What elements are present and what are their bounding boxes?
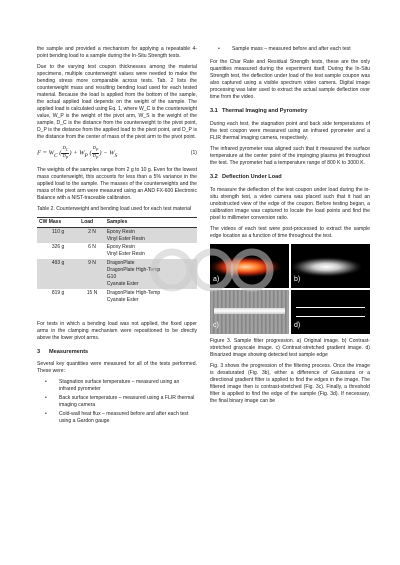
- counterweight-table: [37, 217, 197, 305]
- list-item: • Back surface temperature – measured using a FLIR thermal imaging camera: [45, 395, 195, 409]
- right-column: [210, 46, 370, 409]
- table-header: CW Mass: [37, 217, 79, 227]
- paragraph: The weights of the samples range from 2 g to 10 g. Even for the lowest mass counterweight, this accounts for less than a 5% variance in the applied load to the sample. The masses of the counterweights and the mass of the pivot arm were measured using an AND FX-600 Electronic Balance with a NIST-traceable calibration.: [37, 166, 197, 201]
- paragraph: Several key quantities were measured for all of the tests performed. These were:: [37, 361, 197, 375]
- paragraph: Due to the varying test coupon thicknesses among the material specimens, multiple counterweight values were needed to make the bending stress more comparable across tests. Tab. 2 lists the counterweight mass and resulting bending load used for each tested material. Because the load is applied from the bottom of the sample, the actual applied load depends on the weight of the sample. The applied load is calculated using Eq. 1, where W_C is the counterweight value, W_P is the weight of the pivot arm, W_S is the weight of the sample, D_C is the distance from the counterweight to the pivot point, D_P is the distance from the applied load to the pivot point, and D_P is the distance from the center of mass of the pivot arm to the pivot point.: [37, 64, 197, 141]
- table-row: 110 g 2 N Epoxy Resin Vinyl Ester Resin: [37, 227, 197, 243]
- paragraph: The infrared pyrometer was aligned such that it measured the surface temperature at the center point of the impinging plasma jet throughout the test. The pyrometer had a temperature range of 800 K to 3000 K.: [210, 145, 370, 166]
- figure-3: [210, 244, 370, 334]
- gradient-image-panel: c): [210, 290, 289, 334]
- figure-caption: Figure 3. Sample filter progression. a) Original image. b) Contrast-stretched grayscale image. c) Contrast-stretched gradient image. d) Binarized image showing detected test sample edge: [210, 337, 370, 358]
- paragraph: The videos of each test were post-processed to extract the sample edge location as a function of time throughout the test.: [210, 225, 370, 239]
- table-header: Samples: [105, 217, 197, 227]
- equation-1: [37, 146, 197, 160]
- binarized-image-panel: d): [291, 290, 370, 334]
- list-item: • Cold-wall heat flux – measured before and after each test using a Gardon gauge: [45, 411, 189, 425]
- measurement-list-continued: [210, 46, 370, 53]
- paragraph: During each test, the stagnation point and back side temperatures of the test coupon were measured using an infrared pyrometer and a FLIR thermal imaging camera, respectively.: [210, 120, 370, 141]
- paragraph: Fig. 3 shows the progression of the filtering process. Once the image is desaturated (Fig. 3b), either a difference of Gaussians or a directional gradient filter is applied to find the edges in the image. The filtered image then is contrast-stretched (Fig. 3c). Finally, a threshold filter is applied to find the edge of the sample (Fig. 3d). If necessary, the final binary image can be: [210, 362, 370, 404]
- measurement-list: [37, 379, 197, 425]
- paragraph: For tests in which a bending load was not applied, the fixed upper arms in the clamping mechanism were repositioned to be directly above the lower pivot arms.: [37, 320, 197, 341]
- paragraph: For the Char Rate and Residual Strength tests, these are the only quantities measured during the experiment itself. During the In-Situ Strength test, the deflection under load of the test sample coupon was also captured using a visible spectrum video camera. Digital image processing was later used to extract the actual sample deflection over time from the video.: [210, 59, 370, 101]
- table-header: Load: [79, 217, 105, 227]
- table-row: 326 g 6 N Epoxy Resin Vinyl Ester Resin: [51, 244, 145, 258]
- equation-number: (1): [190, 149, 197, 156]
- left-column: [37, 46, 197, 429]
- grayscale-image-panel: b): [291, 244, 370, 288]
- list-item: • Sample mass – measured before and after each test: [218, 46, 351, 52]
- section-heading: 3 Measurements: [37, 348, 89, 355]
- list-item: • Stagnation surface temperature – measured using an infrared pyrometer: [45, 379, 180, 393]
- section-heading: 3.2 Deflection Under Load: [210, 173, 282, 180]
- table-row: 493 g 9 N DragonPlate DragonPlate High-Temp G10 Cyanate Ester: [37, 259, 197, 289]
- paragraph: To measure the deflection of the test coupon under load during the in-situ strength test, a video camera was placed such that it had an unobstructed view of the edge of the coupon. Before testing began, a calibration image was captured to locate the load points and find the pixel to millimeter conversion ratio.: [210, 186, 370, 221]
- original-image-panel: a): [210, 244, 289, 288]
- equation-body: $F = W_C$ ( $\frac{D_C}{D_P}$ ) + $W_P$ ( $\frac{D_P}{D_P}$ ) − $W_S$: [37, 145, 118, 160]
- table-row: 819 g 15 N DragonPlate High-Temp Cyanate Ester: [51, 289, 161, 303]
- section-heading: 3.1 Thermal Imaging and Pyrometry: [210, 108, 308, 115]
- paragraph: the sample and provided a mechanism for applying a repeatable 4-point bending load to a sample during the In-Situ Strength tests.: [37, 46, 197, 60]
- table-caption: Table 2. Counterweight and bending load used for each test material: [37, 205, 192, 212]
